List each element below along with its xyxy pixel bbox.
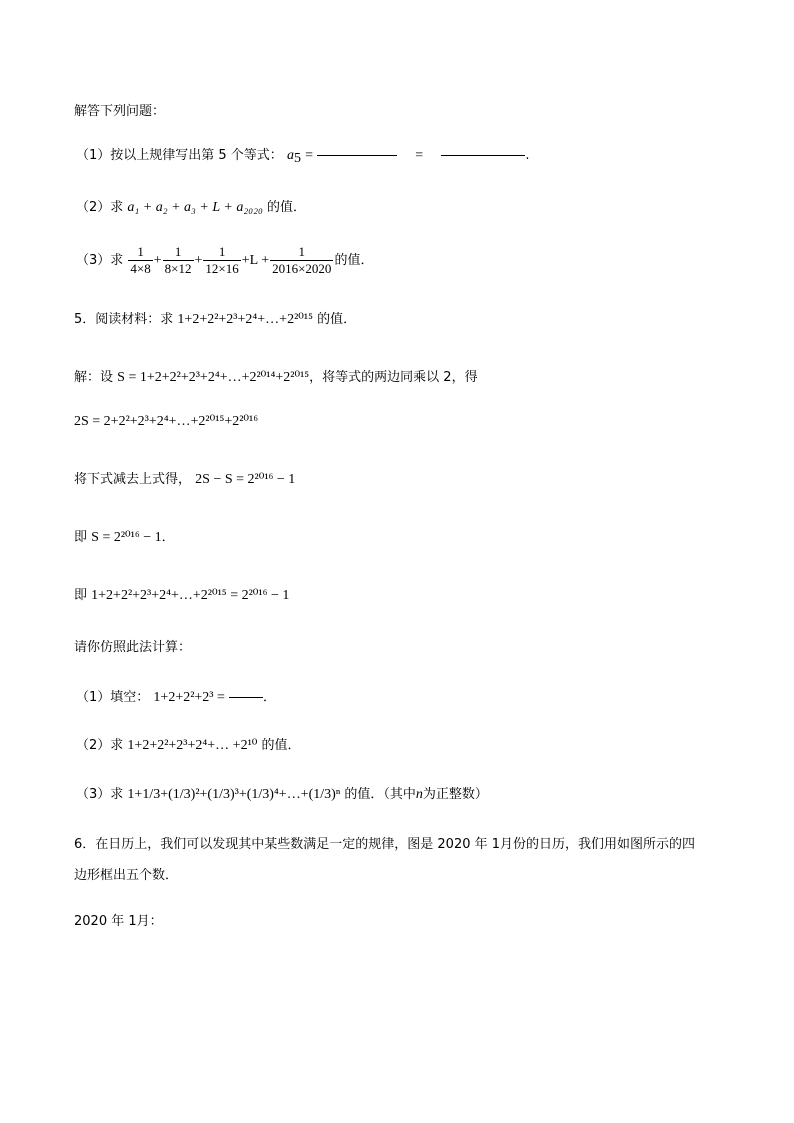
- q3-dots: +L +: [241, 253, 270, 268]
- c3-n: n: [415, 787, 423, 802]
- q2-tail: 的值．: [266, 200, 306, 215]
- q1-sub: 5: [293, 151, 301, 166]
- p5-tail: 的值．: [317, 312, 357, 327]
- c3-tail2: 为正整数）: [422, 787, 488, 802]
- q2-expression: a₁ + a₂ + a₃ + L + a₂₀₂₀: [127, 200, 263, 215]
- q1-var: a: [286, 148, 294, 163]
- q3-fraction-3: $\frac{1}{12\times 16}$: [205, 244, 239, 276]
- q2-label: （2）求: [76, 200, 124, 215]
- sol1-pre: 解：设: [74, 370, 114, 385]
- solution-line-1: [74, 368, 478, 388]
- q1-mid-eq: =: [415, 148, 424, 163]
- intro-text: 解答下列问题：: [74, 104, 166, 119]
- p5-title: 5．阅读材料：求: [74, 312, 174, 327]
- calc-3: [76, 785, 488, 805]
- sol3-expression: 2S − S = 2²⁰¹⁶ − 1: [195, 472, 296, 487]
- c3-tail: 的值．（其中: [344, 787, 416, 802]
- sol1-expression: S = 1+2+2²+2³+2⁴+…+2²⁰¹⁴+2²⁰¹⁵: [117, 370, 310, 385]
- problem-5-heading: [74, 310, 356, 330]
- q3-fraction-2: $\frac{1}{8\times 12}$: [164, 244, 192, 276]
- solution-line-4: [74, 528, 175, 548]
- sol5-pre: 即: [74, 588, 88, 603]
- c2-expression: 1+2+2²+2³+2⁴+… +2¹⁰: [127, 738, 258, 753]
- sol4-pre: 即: [74, 530, 88, 545]
- question-1: [76, 146, 529, 166]
- q1-label: （1）按以上规律写出第 5 个等式：: [76, 148, 283, 163]
- c3-label: （3）求: [76, 787, 124, 802]
- q1-eq: =: [305, 148, 313, 163]
- q3-fraction-1: $\frac{1}{4\times 8}$: [130, 244, 151, 276]
- problem-6-line-2: 边形框出五个数．: [74, 868, 179, 883]
- c3-expression: 1+1/3+(1/3)²+(1/3)³+(1/3)⁴+…+(1/3)ⁿ: [127, 787, 341, 802]
- q3-tail: 的值．: [334, 253, 374, 268]
- q1-blank-2[interactable]: [441, 155, 525, 156]
- problem-6-line-1: 6．在日历上，我们可以发现其中某些数满足一定的规律，图是 2020 年 1月份的日历，我们用如图所示的四: [74, 837, 696, 852]
- solution-line-5: [74, 586, 289, 606]
- q3-label: （3）求: [76, 253, 124, 268]
- c1-blank[interactable]: [229, 697, 263, 698]
- sol5-expression: 1+2+2²+2³+2⁴+…+2²⁰¹⁵ = 2²⁰¹⁶ − 1: [91, 588, 290, 603]
- calendar-caption: 2020 年 1月：: [74, 914, 163, 929]
- q1-end: .: [525, 148, 530, 163]
- solution-line-3: [74, 470, 295, 490]
- calc-2: [76, 736, 301, 756]
- p5-expression: 1+2+2²+2³+2⁴+…+2²⁰¹⁵: [177, 312, 313, 327]
- c2-tail: 的值．: [261, 738, 301, 753]
- c2-label: （2）求: [76, 738, 124, 753]
- q1-blank-1[interactable]: [317, 155, 397, 156]
- solution-line-2: [74, 412, 258, 432]
- sol1-post: ，将等式的两边同乘以 2，得: [309, 370, 478, 385]
- imitate-instruction: 请你仿照此法计算：: [74, 640, 192, 655]
- sol2-expression: 2S = 2+2²+2³+2⁴+…+2²⁰¹⁵+2²⁰¹⁶: [74, 414, 259, 429]
- sol4-post: ．: [161, 530, 175, 545]
- c1-end: ．: [263, 690, 277, 705]
- calc-1: [76, 688, 276, 708]
- question-3: （3）求 $\frac{1}{4\times 8}$ + $\frac{1}{8\times 12}$ + $\frac{1}{12\times 16}$ +L + $\frac{1}{2016\times 2020}$ 的值．: [76, 244, 374, 276]
- c1-label: （1）填空：: [76, 690, 150, 705]
- sol4-expression: S = 2²⁰¹⁶ − 1: [91, 530, 162, 545]
- q3-fraction-4: $\frac{1}{2016\times 2020}$: [272, 244, 332, 276]
- question-2: [76, 198, 306, 218]
- sol3-pre: 将下式减去上式得，: [74, 472, 192, 487]
- c1-expression: 1+2+2²+2³ =: [153, 690, 225, 705]
